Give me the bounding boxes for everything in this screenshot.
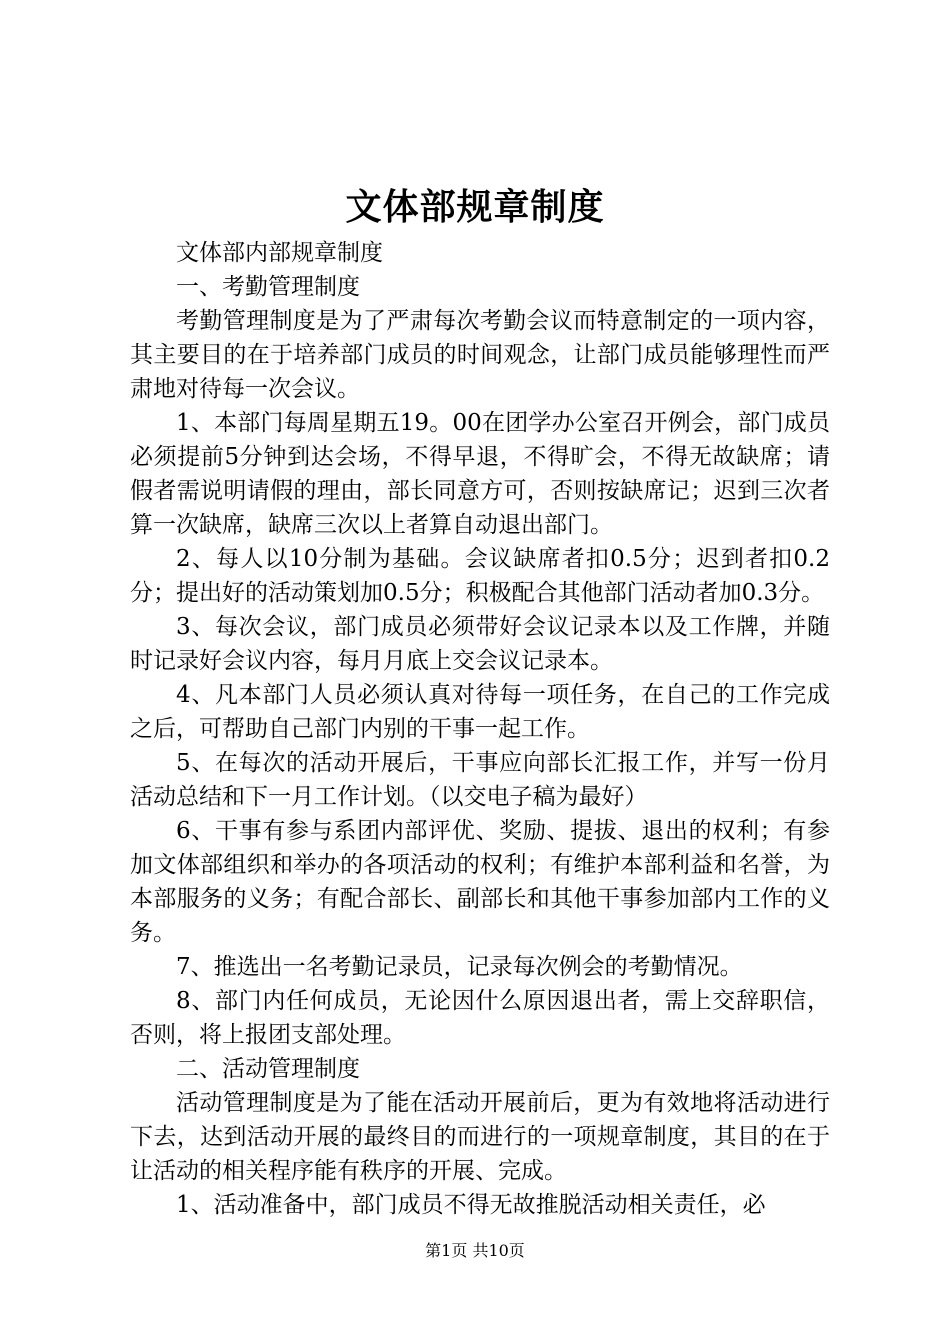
- section-heading-activity: 二、活动管理制度: [176, 1056, 360, 1082]
- paragraph: 5、在每次的活动开展后，干事应向部长汇报工作，并写一份月活动总结和下一月工作计划。（以交电子稿为最好）: [130, 750, 830, 810]
- paragraph: 7、推选出一名考勤记录员，记录每次例会的考勤情况。: [176, 954, 743, 980]
- paragraph: 8、部门内任何成员，无论因什么原因退出者，需上交辞职信，否则，将上报团支部处理。: [130, 988, 830, 1048]
- paragraph: 3、每次会议，部门成员必须带好会议记录本以及工作牌，并随时记录好会议内容，每月月底上交会议记录本。: [130, 614, 830, 674]
- paragraph: 4、凡本部门人员必须认真对待每一项任务，在自己的工作完成之后，可帮助自己部门内别的干事一起工作。: [130, 682, 830, 742]
- page-number-footer: 第1页 共10页: [425, 1241, 525, 1260]
- paragraph: 6、干事有参与系团内部评优、奖励、提拔、退出的权利；有参加文体部组织和举办的各项活动的权利；有维护本部利益和名誉，为本部服务的义务；有配合部长、副部长和其他干事参加部内工作的义务。: [130, 818, 830, 946]
- paragraph: 考勤管理制度是为了严肃每次考勤会议而特意制定的一项内容，其主要目的在于培养部门成员的时间观念，让部门成员能够理性而严肃地对待每一次会议。: [130, 308, 830, 402]
- document-title: 文体部规章制度: [345, 186, 605, 228]
- paragraph: 2、每人以10分制为基础。会议缺席者扣0.5分；迟到者扣0.2分；提出好的活动策划加0.5分；积极配合其他部门活动者加0.3分。: [130, 546, 830, 606]
- document-body: [130, 236, 830, 1222]
- paragraph: 1、活动准备中，部门成员不得无故推脱活动相关责任，必: [176, 1192, 766, 1218]
- section-heading-attendance: 一、考勤管理制度: [176, 274, 360, 300]
- paragraph: 1、本部门每周星期五19。00在团学办公室召开例会，部门成员必须提前5分钟到达会场，不得早退，不得旷会，不得无故缺席；请假者需说明请假的理由，部长同意方可，否则按缺席记；迟到三次者算一次缺席，缺席三次以上者算自动退出部门。: [130, 410, 830, 538]
- paragraph: 活动管理制度是为了能在活动开展前后，更为有效地将活动进行下去，达到活动开展的最终目的而进行的一项规章制度，其目的在于让活动的相关程序能有秩序的开展、完成。: [130, 1090, 830, 1184]
- paragraph-subtitle: 文体部内部规章制度: [176, 240, 383, 266]
